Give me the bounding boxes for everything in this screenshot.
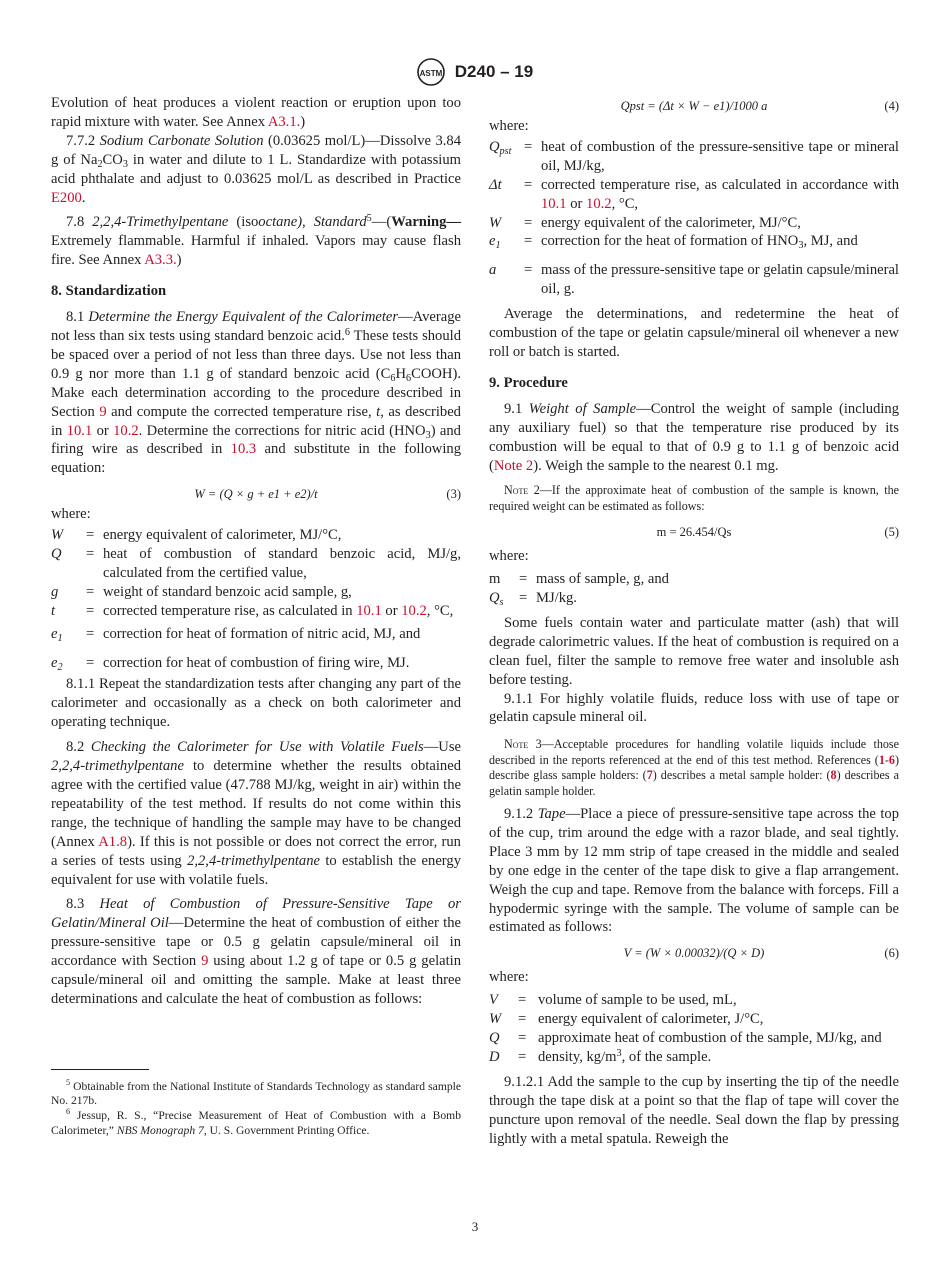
link-10-3[interactable]: 10.3 (230, 441, 257, 458)
link-section-9[interactable]: 9 (99, 403, 107, 420)
page-number: 3 (471, 1219, 479, 1234)
definition-item: $e_2$ = correction for heat of combustion of firing wire, MJ. (51, 654, 410, 673)
definition-item: W = energy equivalent of the calorimeter, MJ/°C, (489, 214, 801, 231)
equation-3 (51, 482, 461, 505)
note-3: Note 3—Acceptable procedures for handling volatile liquids include those described in the reports referenced at the end of this test method. References (1-6) describe glass sample holders: (7) describes a metal sample holder: (8) describes a gelatin sample holder. (489, 737, 899, 798)
equation-4 (489, 94, 899, 117)
definition-item: $e_1$ = correction for the heat of formation of $HNO_3$, MJ, and (489, 233, 858, 252)
link-10-1[interactable]: 10.1 (541, 195, 567, 212)
link-annex-a3-3[interactable]: A3.3. (144, 252, 177, 269)
page-header (0, 58, 950, 86)
paragraph-9-1-2: 9.1.2 Tape—Place a piece of pressure-sensitive tape across the top of the cup, trim around the edge with a razor blade, and seal tightly. Place 3 mm by 12 mm strip of tape creased in the middle and sealed by one edge in the center of the tape disk to give a flap arrangement. Weigh the cup and tape. Remove from the balance with forceps. Fill a hypodermic syringe with the sample. The volume of sample can be estimated as follows: (489, 806, 899, 936)
equation-6 (489, 941, 899, 964)
equation-5 (489, 520, 899, 543)
section-heading-9: 9. Procedure (489, 374, 568, 391)
note-2: Note 2—If the approximate heat of combustion of the sample is known, the required weight can be estimated as follows: (489, 483, 899, 513)
paragraph-8-1-1: 8.1.1 Repeat the standardization tests after changing any part of the calorimeter and occasionally as a check on both calorimeter and operating technique. (51, 676, 461, 731)
definitions-eq3 (51, 526, 461, 672)
where-label: where: (489, 969, 529, 986)
footnote-5: $^5$ Obtainable from the National Institute of Standards Technology as standard sample No. 217b. (51, 1077, 461, 1108)
link-10-2[interactable]: 10.2 (113, 422, 139, 439)
standard-designation: D240 – 19 (454, 62, 534, 81)
paragraph-8-3: 8.3 Heat of Combustion of Pressure-Sensitive Tape or Gelatin/Mineral Oil—Determine the heat of combustion of either the pressure-sensitive tape or 0.5 g gelatin capsule/mineral oil in accordance with Section 9 using about 1.2 g of tape or 0.5 g gelatin capsule/mineral oil and omitting the sample. Make at least three determinations and calculate the heat of combustion as follows: (51, 896, 462, 1007)
link-10-1[interactable]: 10.1 (66, 422, 93, 439)
link-section-9[interactable]: 9 (201, 953, 209, 970)
link-ref-8[interactable]: 8 (830, 768, 837, 783)
where-label: where: (489, 548, 529, 565)
paragraph-7-8: 7.8 2,2,4-Trimethylpentane (isooctane), Standard$^5$—(Warning—Extremely flammable. Harmful if inhaled. Vapors may cause flash fire. See Annex A3.3.) (51, 213, 461, 269)
equation-4-formula: Qpst = (Δt × W − e1)/1000 a (620, 99, 768, 113)
section-heading-8: 8. Standardization (51, 283, 167, 300)
definition-item: $Q_s$ = MJ/kg. (489, 590, 577, 609)
link-10-2[interactable]: 10.2 (401, 602, 427, 619)
definition-item: m = mass of sample, g, and (489, 571, 669, 588)
definition-item: D = density, $kg/m^3$, of the sample. (489, 1047, 712, 1065)
equation-3-number: (3) (446, 487, 461, 502)
definitions-eq6 (489, 991, 899, 1067)
link-annex-a1-8[interactable]: A1.8 (98, 833, 128, 850)
definition-item: g = weight of standard benzoic acid sample, g, (51, 583, 352, 600)
paragraph-7-7-2: 7.7.2 Sodium Carbonate Solution (0.03625 mol/L)—Dissolve 3.84 g of $Na_2CO_3$ in water and dilute to 1 L. Standardize with potassium acid phthalate and adjust to 0.03625 mol/L as described in Practice E200. (51, 132, 461, 206)
equation-3-formula: W = (Q × g + e1 + e2)/t (194, 487, 318, 502)
paragraph-fuels: Some fuels contain water and particulate matter (ash) that will degrade calorimetric values. If the heat of combustion is required on a clean fuel, filter the sample to remove free water and insoluble ash before testing. (489, 614, 899, 688)
definition-item: t = corrected temperature rise, as calculated in 10.1 or 10.2, °C, (51, 602, 454, 619)
footnote-divider (51, 1069, 149, 1070)
paragraph-8-1: 8.1 Determine the Energy Equivalent of the Calorimeter—Average not less than six tests using standard benzoic acid.$^6$ These tests should be spaced over a period of not less than three days. Use not less than 0.9 g nor more than 1.1 g of standard benzoic acid $(C_6H_6COOH)$. Make each determination according to the procedure described in Section 9 and compute the corrected temperature rise, t, as described in 10.1 or 10.2. Determine the corrections for nitric acid $(HNO_3)$ and firing wire as described in 10.3 and substitute in the following equation: (51, 309, 461, 477)
paragraph-8-2: 8.2 Checking the Calorimeter for Use with Volatile Fuels—Use 2,2,4-trimethylpentane to determine whether the results obtained agree with the certified value (47.788 MJ/kg, weight in air) within the repeatability of the test method. If results do not come within this range, the technique of handling the sample may have to be changed (Annex A1.8). If this is not possible or does not correct the error, run a series of tests using 2,2,4-trimethylpentane to establish the energy equivalent for use with volatile fuels. (51, 739, 461, 888)
link-note-2[interactable]: Note 2 (493, 457, 534, 474)
where-label: where: (51, 506, 91, 523)
paragraph-9-1-2-1: 9.1.2.1 Add the sample to the cup by inserting the tip of the needle through the tape disk at a point so that the flap of tape will cover the puncture upon removal of the needle. Seal down the flap by pressing lightly with a metal spatula. Reweigh the (489, 1073, 899, 1147)
link-10-2[interactable]: 10.2 (586, 195, 612, 212)
equation-5-formula: m = 26.454/Qs (656, 525, 732, 540)
equation-5-number: (5) (884, 525, 899, 540)
equation-6-number: (6) (884, 946, 899, 961)
definition-item: W = energy equivalent of calorimeter, MJ/°C, (51, 527, 342, 544)
link-ref-1-6[interactable]: 1-6 (878, 752, 895, 767)
link-annex-a3-1[interactable]: A3.1. (267, 113, 301, 130)
definition-item: Q = heat of combustion of standard benzoic acid, MJ/g, calculated from the certified value, (51, 546, 461, 581)
definition-item: Q = approximate heat of combustion of the sample, MJ/kg, and (489, 1030, 882, 1047)
where-label: where: (489, 118, 529, 134)
paragraph-9-1-1: 9.1.1 For highly volatile fluids, reduce loss with use of tape or gelatin capsule mineral oil. (489, 690, 899, 726)
definition-item: V = volume of sample to be used, mL, (489, 992, 737, 1009)
footnote-6: $^6$ Jessup, R. S., “Precise Measurement of Heat of Combustion with a Bomb Calorimeter,” NBS Monograph 7, U. S. Government Printing Office. (51, 1107, 461, 1137)
paragraph-average: Average the determinations, and redetermine the heat of combustion of the tape or gelatin capsule/mineral oil whenever a new roll or batch is started. (489, 306, 899, 360)
link-10-1[interactable]: 10.1 (356, 602, 382, 619)
equation-6-formula: V = (W × 0.00032)/(Q × D) (623, 946, 765, 961)
left-column (51, 94, 461, 1138)
definition-item: W = energy equivalent of calorimeter, J/°C, (489, 1011, 764, 1028)
right-column (489, 94, 899, 1149)
paragraph-9-1: 9.1 Weight of Sample—Control the weight of sample (including any auxiliary fuel) so that the temperature rise produced by its combustion will be equal to that of 0.9 g to 1.1 g of benzoic acid (Note 2). Weigh the sample to the nearest 0.1 mg. (489, 400, 900, 474)
definition-item: a = mass of the pressure-sensitive tape or gelatin capsule/mineral oil, g. (489, 262, 899, 298)
equation-4-number: (4) (884, 99, 899, 113)
link-ref-7[interactable]: 7 (646, 768, 653, 783)
definitions-eq5 (489, 570, 899, 608)
definition-item: Δt = corrected temperature rise, as calculated in accordance with 10.1 or 10.2, °C, (489, 176, 899, 212)
definition-item: $Q_{pst}$ = heat of combustion of the pressure-sensitive tape or mineral oil, MJ/kg, (489, 138, 899, 174)
definitions-eq4 (489, 138, 899, 299)
astm-logo-icon (417, 58, 445, 86)
svg-text:ASTM: ASTM (419, 69, 443, 78)
paragraph-evolution: Evolution of heat produces a violent reaction or eruption upon too rapid mixture with water. See Annex A3.1.) (51, 95, 461, 130)
definition-item: $e_1$ = correction for heat of formation of nitric acid, MJ, and (51, 625, 421, 644)
link-practice-e200[interactable]: E200 (51, 189, 82, 206)
